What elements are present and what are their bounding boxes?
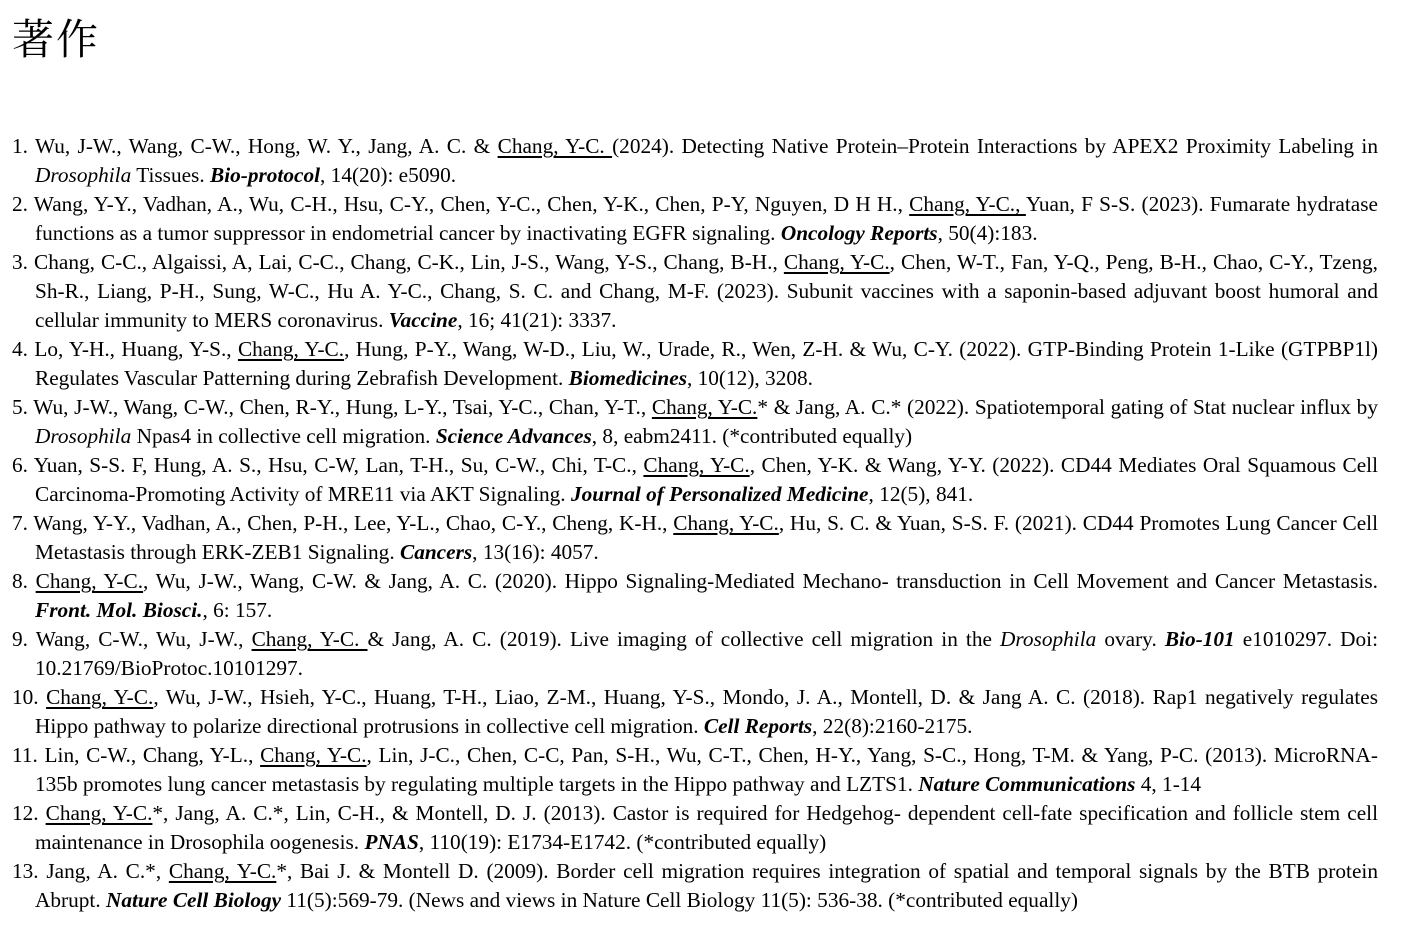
publication-item bbox=[12, 857, 1378, 915]
item-number: 6. bbox=[12, 453, 28, 477]
journal-name: Oncology Reports bbox=[780, 221, 938, 245]
item-number: 7. bbox=[12, 511, 28, 535]
publication-item bbox=[12, 799, 1378, 857]
citation-text: , Wu, J-W., Wang, C-W. & Jang, A. C. (2020). Hippo Signaling-Mediated Mechano- transduction in Cell Movement and Cancer Metastasis. bbox=[143, 569, 1378, 593]
highlighted-author: Chang, Y-C. bbox=[237, 337, 345, 361]
publication-item bbox=[12, 509, 1378, 567]
journal-name: Cell Reports bbox=[703, 714, 813, 738]
journal-name: Cancers bbox=[399, 540, 473, 564]
highlighted-author: Chang, Y-C., bbox=[909, 192, 1026, 216]
item-number: 9. bbox=[12, 627, 28, 651]
highlighted-author: Chang, Y-C. bbox=[651, 395, 758, 419]
authors-before: Lin, C-W., Chang, Y-L., bbox=[44, 743, 261, 767]
citation-volume: , 13(16): 4057. bbox=[472, 540, 599, 564]
authors-before: Wang, Y-Y., Vadhan, A., Wu, C-H., Hsu, C-Y., Chen, Y-C., Chen, Y-K., Chen, P-Y, Nguyen, D H H., bbox=[33, 192, 910, 216]
citation-text-2: Npas4 in collective cell migration. bbox=[131, 424, 436, 448]
highlighted-author: Chang, Y-C. bbox=[497, 134, 613, 158]
authors-before: Wu, J-W., Wang, C-W., Chen, R-Y., Hung, L-Y., Tsai, Y-C., Chan, Y-T., bbox=[33, 395, 652, 419]
citation-text: *, Bai J. & Montell D. (2009). Border cell migration requires integration of spatial and temporal signals by the BTB protein Abrupt. bbox=[35, 859, 1378, 912]
italic-term: Drosophila bbox=[35, 163, 132, 187]
authors-before: Yuan, S-S. F, Hung, A. S., Hsu, C-W, Lan, T-H., Su, C-W., Chi, T-C., bbox=[33, 453, 644, 477]
citation-text: , Wu, J-W., Hsieh, Y-C., Huang, T-H., Liao, Z-M., Huang, Y-S., Mondo, J. A., Montell, D. & Jang A. C. (2018). Rap1 negatively regulates Hippo pathway to polarize directional protrusions in collective cell migration. bbox=[35, 685, 1378, 738]
page-title: 著作 bbox=[12, 15, 101, 64]
citation-volume: , 22(8):2160-2175. bbox=[812, 714, 973, 738]
item-number: 3. bbox=[12, 250, 28, 274]
highlighted-author: Chang, Y-C. bbox=[46, 685, 154, 709]
item-number: 4. bbox=[12, 337, 28, 361]
italic-term: Drosophila bbox=[35, 424, 132, 448]
authors-before: Wang, C-W., Wu, J-W., bbox=[35, 627, 252, 651]
publication-item bbox=[12, 335, 1378, 393]
publication-item bbox=[12, 741, 1378, 799]
citation-text: *, Jang, A. C.*, Lin, C-H., & Montell, D. J. (2013). Castor is required for Hedgehog- dependent cell-fate specification and follicle stem cell maintenance in Drosophila oogenesis. bbox=[35, 801, 1378, 854]
citation-text: * & Jang, A. C.* (2022). Spatiotemporal gating of Stat nuclear influx by bbox=[757, 395, 1378, 419]
citation-volume: , 50(4):183. bbox=[937, 221, 1038, 245]
citation-text-2: ovary. bbox=[1096, 627, 1165, 651]
journal-name: Bio-protocol bbox=[209, 163, 321, 187]
item-number: 5. bbox=[12, 395, 28, 419]
item-number: 2. bbox=[12, 192, 28, 216]
citation-text: , Hung, P-Y., Wang, W-D., Liu, W., Urade, R., Wen, Z-H. & Wu, C-Y. (2022). GTP-Binding Protein 1-Like (GTPBP1l) Regulates Vascular Patterning during Zebrafish Development. bbox=[35, 337, 1378, 390]
citation-volume: , 110(19): E1734-E1742. (*contributed equally) bbox=[418, 830, 827, 854]
journal-name: Nature Communications bbox=[918, 772, 1136, 796]
citation-text: & Jang, A. C. (2019). Live imaging of collective cell migration in the bbox=[367, 627, 1001, 651]
citation-text: Yuan, F S-S. (2023). Fumarate hydratase functions as a tumor suppressor in endometrial cancer by inactivating EGFR signaling. bbox=[35, 192, 1378, 245]
journal-name: Front. Mol. Biosci. bbox=[35, 598, 203, 622]
authors-before: Chang, C-C., Algaissi, A, Lai, C-C., Chang, C-K., Lin, J-S., Wang, Y-S., Chang, B-H., bbox=[34, 250, 784, 274]
highlighted-author: Chang, Y-C. bbox=[168, 859, 277, 883]
authors-before: Lo, Y-H., Huang, Y-S., bbox=[34, 337, 238, 361]
citation-volume: , 6: 157. bbox=[202, 598, 273, 622]
publication-item bbox=[12, 393, 1378, 451]
highlighted-author: Chang, Y-C. bbox=[260, 743, 367, 767]
citation-text: , Chen, W-T., Fan, Y-Q., Peng, B-H., Chao, C-Y., Tzeng, Sh-R., Liang, P-H., Sung, W-C., Hu A. Y-C., Chang, S. C. and Chang, M-F. (2023). Subunit vaccines with a saponin-based adjuvant boost humoral and cellular immunity to MERS coronavirus. bbox=[35, 250, 1378, 332]
citation-volume: , 16; 41(21): 3337. bbox=[457, 308, 617, 332]
citation-volume: , 10(12), 3208. bbox=[686, 366, 813, 390]
publication-item bbox=[12, 683, 1378, 741]
publication-item bbox=[12, 451, 1378, 509]
highlighted-author: Chang, Y-C. bbox=[673, 511, 779, 535]
citation-volume: , 14(20): e5090. bbox=[320, 163, 457, 187]
publication-item bbox=[12, 248, 1378, 335]
citation-volume: , 12(5), 841. bbox=[868, 482, 974, 506]
item-number: 1. bbox=[12, 134, 28, 158]
publication-item bbox=[12, 190, 1378, 248]
publication-list bbox=[12, 132, 1378, 915]
italic-term: Drosophila bbox=[1000, 627, 1097, 651]
citation-text: , Chen, Y-K. & Wang, Y-Y. (2022). CD44 Mediates Oral Squamous Cell Carcinoma-Promoting Activity of MRE11 via AKT Signaling. bbox=[35, 453, 1378, 506]
citation-volume: 4, 1-14 bbox=[1135, 772, 1202, 796]
citation-text-2: Tissues. bbox=[131, 163, 210, 187]
authors-before: Wu, J-W., Wang, C-W., Hong, W. Y., Jang, A. C. & bbox=[34, 134, 498, 158]
journal-name: PNAS bbox=[364, 830, 419, 854]
item-number: 11. bbox=[12, 743, 38, 767]
item-number: 10. bbox=[12, 685, 39, 709]
journal-name: Nature Cell Biology bbox=[105, 888, 282, 912]
journal-name: Bio-101 bbox=[1164, 627, 1235, 651]
authors-before: Wang, Y-Y., Vadhan, A., Chen, P-H., Lee, Y-L., Chao, C-Y., Cheng, K-H., bbox=[33, 511, 674, 535]
citation-volume: 11(5):569-79. (News and views in Nature Cell Biology 11(5): 536-38. (*contributed equally) bbox=[281, 888, 1078, 912]
authors-before: Jang, A. C.*, bbox=[46, 859, 169, 883]
item-number: 12. bbox=[12, 801, 39, 825]
journal-name: Vaccine bbox=[388, 308, 458, 332]
highlighted-author: Chang, Y-C. bbox=[643, 453, 750, 477]
highlighted-author: Chang, Y-C. bbox=[45, 801, 153, 825]
citation-text: , Lin, J-C., Chen, C-C, Pan, S-H., Wu, C-T., Chen, H-Y., Yang, S-C., Hong, T-M. & Yang, P-C. (2013). MicroRNA-135b promotes lung cancer metastasis by regulating multiple targets in the Hippo pathway and LZTS1. bbox=[35, 743, 1378, 796]
citation-text: (2024). Detecting Native Protein–Protein Interactions by APEX2 Proximity Labeling in bbox=[612, 134, 1378, 158]
citation-volume: , 8, eabm2411. (*contributed equally) bbox=[591, 424, 913, 448]
journal-name: Science Advances bbox=[435, 424, 592, 448]
highlighted-author: Chang, Y-C. bbox=[35, 569, 144, 593]
item-number: 13. bbox=[12, 859, 39, 883]
publication-item bbox=[12, 567, 1378, 625]
highlighted-author: Chang, Y-C. bbox=[783, 250, 890, 274]
journal-name: Journal of Personalized Medicine bbox=[570, 482, 869, 506]
publication-item bbox=[12, 625, 1378, 683]
publication-item bbox=[12, 132, 1378, 190]
item-number: 8. bbox=[12, 569, 28, 593]
highlighted-author: Chang, Y-C. bbox=[251, 627, 368, 651]
journal-name: Biomedicines bbox=[568, 366, 687, 390]
citation-volume: e1010297. Doi: 10.21769/BioProtoc.10101297. bbox=[35, 627, 1378, 680]
citation-text: , Hu, S. C. & Yuan, S-S. F. (2021). CD44 Promotes Lung Cancer Cell Metastasis through ERK-ZEB1 Signaling. bbox=[35, 511, 1378, 564]
